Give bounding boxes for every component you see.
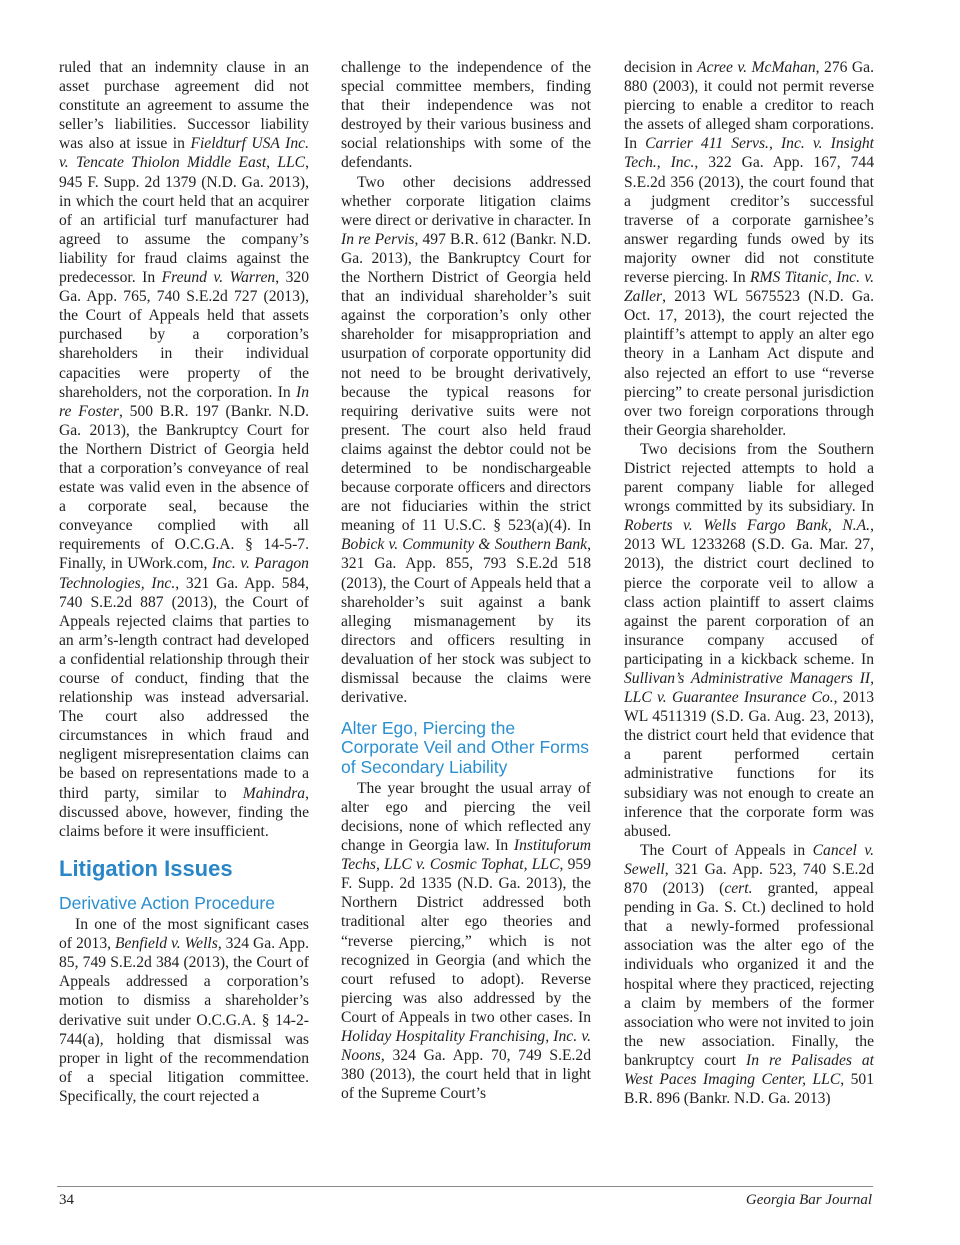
case-citation: Fieldturf USA Inc. v. Tencate Thiolon Middle East, LLC — [59, 135, 309, 172]
text-run: , 2013 WL 5675523 (N.D. Ga. Oct. 17, 2013), the court rejected the plaintiff’s attempt to apply an alter ego theory in a Lanham Act dispute and also rejected an effort to use “reverse piercing” to create personal jurisdiction over two foreign corporations through their Georgia shareholder. — [624, 288, 874, 439]
case-citation: Instituforum Techs, LLC v. Cosmic Tophat, LLC — [341, 837, 591, 874]
text-run: , 945 F. Supp. 2d 1379 (N.D. Ga. 2013), in which the court held that an acquirer of an artificial turf manufacturer had agreed to assume the company’s liability for fraud claims against the predecessor. In — [59, 154, 309, 287]
text-run: , 320 Ga. App. 765, 740 S.E.2d 727 (2013), the Court of Appeals held that assets purchased by a corporation’s shareholders in their individual capacities were property of the shareholders, not the corporation. In — [59, 269, 309, 401]
text-run: , 321 Ga. App. 523, 740 S.E.2d 870 (2013) ( — [624, 860, 874, 898]
case-citation: Bobick v. Community & Southern Bank — [341, 536, 588, 554]
paragraph — [59, 915, 309, 1106]
text-run: , 324 Ga. App. 70, 749 S.E.2d 380 (2013), the court held that in light of the Supreme Court’s — [341, 1047, 591, 1103]
case-citation: Freund v. Warren — [161, 269, 276, 287]
paragraph — [59, 58, 309, 841]
paragraph — [624, 58, 874, 440]
page-number: 34 — [59, 1192, 74, 1208]
text-run: , 500 B.R. 197 (Bankr. N.D. Ga. 2013), the Bankruptcy Court for the Northern District of Georgia held that a corporation’s conveyance of real estate was valid even in the absence of a corporate seal, because the conveyance complied with all requirements of O.C.G.A. § 14-5-7. Finally, in UWork.com, — [59, 402, 309, 573]
footer-divider — [57, 1186, 873, 1187]
case-citation: Cancel v. Sewell — [624, 841, 874, 878]
text-run: decision in — [624, 59, 698, 76]
text-run: , 324 Ga. App. 85, 749 S.E.2d 384 (2013), the Court of Appeals addressed a corporation’s motion to dismiss a shareholder’s derivative suit under O.C.G.A. § 14-2-744(a), holding that dismissal was proper in light of the recommendation of a special litigation committee. Specifically, the court rejected a — [59, 935, 309, 1105]
case-citation: Holiday Hospitality Franchising, Inc. v. Noons — [341, 1028, 591, 1065]
text-run: Two decisions from the Southern District rejected attempts to hold a parent company liable for alleged wrongs committed by its subsidiary. In — [624, 440, 874, 516]
subheading-derivative-action-procedure: Derivative Action Procedure — [59, 892, 275, 913]
case-citation: RMS Titanic, Inc. v. Zaller — [624, 269, 874, 306]
case-citation: Benfield v. Wells — [115, 935, 218, 953]
case-citation: Acree v. McMahan — [697, 59, 816, 76]
text-run: Two other decisions addressed whether corporate litigation claims were direct or derivative in character. In — [341, 173, 591, 229]
case-citation: cert. — [724, 880, 753, 898]
paragraph — [624, 440, 874, 841]
paragraph — [341, 779, 591, 1104]
text-run: In one of the most significant cases of 2013, — [59, 916, 309, 953]
text-run: , 2013 WL 4511319 (S.D. Ga. Aug. 23, 2013), the district court held that evidence that a parent performed certain administrative functions for its subsidiary was not enough to create an inference that the corporate form was abused. — [624, 689, 874, 840]
text-run: , 321 Ga. App. 855, 793 S.E.2d 518 (2013), the Court of Appeals held that a shareholder’s suit against a bank alleging mismanagement by its directors and officers resulting in devaluation of her stock was subject to dismissal because the claims were derivative. — [341, 536, 591, 707]
text-run: , 497 B.R. 612 (Bankr. N.D. Ga. 2013), the Bankruptcy Court for the Northern District of Georgia held that an individual shareholder’s suit against the corporation’s only other shareholder for misappropriation and usurpation of corporate opportunity did not need to be brought derivatively, because the typical reasons for requiring derivative suits were not present. The court also held fraud claims against the debtor could not be determined to be nondischargeable because corporate officers and directors are not fiduciaries within the strict meaning of 11 U.S.C. § 523(a)(4). In — [341, 230, 591, 535]
case-citation: In re Pervis — [341, 230, 415, 248]
case-citation: Mahindra — [242, 784, 306, 802]
subheading-alter-ego: Alter Ego, Piercing the Corporate Veil and Other Forms of Secondary Liability — [341, 718, 590, 777]
case-citation: Inc. v. Paragon Technologies, Inc. — [59, 555, 309, 592]
case-citation: Roberts v. Wells Fargo Bank, N.A. — [624, 517, 871, 535]
paragraph — [341, 173, 591, 708]
column-right — [624, 58, 874, 1108]
case-citation: Carrier 411 Servs., Inc. v. Insight Tech., Inc. — [624, 135, 875, 172]
text-run: The Court of Appeals in — [640, 841, 813, 859]
case-citation: In re Foster — [59, 383, 309, 420]
text-run: , 321 Ga. App. 584, 740 S.E.2d 887 (2013), the Court of Appeals rejected claims that parties to an arm’s-length contract had developed a confidential relationship through their course of conduct, finding that the relationship was instead adversarial. The court also addressed the circumstances in which fraud and negligent misrepresentation claims can be based on representations made to a third party, similar to — [59, 574, 309, 802]
text-run: , discussed above, however, finding the claims before it were insufficient. — [59, 784, 309, 840]
text-run: , 959 F. Supp. 2d 1335 (N.D. Ga. 2013), the Northern District addressed both traditional alter ego theories and “reverse piercing,” which is not recognized in Georgia (and which the court refused to adopt). Reverse piercing was also addressed by the Court of Appeals in two other cases. In — [341, 856, 591, 1026]
text-run: The year brought the usual array of alter ego and piercing the veil decisions, none of which reflected any change in Georgia law. In — [341, 779, 591, 855]
paragraph — [341, 58, 591, 173]
column-middle — [341, 58, 591, 1103]
text-run: granted, appeal pending in Ga. S. Ct.) declined to hold that a newly-formed professional association was the alter ego of the individuals who organized it and the hospital where they practiced, rejecting a claim by members of the former association who were not invited to join the new association. Finally, the bankruptcy court — [624, 880, 874, 1069]
journal-name: Georgia Bar Journal — [745, 1192, 872, 1208]
text-run: challenge to the independence of the special committee members, finding that their independence was not destroyed by their various business and social relationships with some of the defendants. — [341, 59, 591, 172]
section-heading-litigation-issues: Litigation Issues — [59, 855, 233, 881]
case-citation: In re Palisades at West Paces Imaging Center, LLC — [624, 1051, 874, 1088]
case-citation: Sullivan’s Administrative Managers II, LLC v. Guarantee Insurance Co. — [624, 670, 874, 707]
text-run: , 501 B.R. 896 (Bankr. N.D. Ga. 2013) — [624, 1070, 874, 1108]
column-left — [59, 58, 309, 1106]
text-run: , 322 Ga. App. 167, 744 S.E.2d 356 (2013), the court found that a judgment creditor’s successful traverse of a corporate garnishee’s answer regarding funds owed by its majority owner did not constitute reverse piercing. In — [624, 154, 874, 287]
text-run: , 276 Ga. 880 (2003), it could not permit reverse piercing to enable a creditor to reach the assets of alleged sham corporations. In — [624, 59, 874, 153]
text-run: , 2013 WL 1233268 (S.D. Ga. Mar. 27, 2013), the district court declined to pierce the corporate veil to allow a class action plaintiff to assert claims against the parent corporation of an insurance company accused of participating in a kickback scheme. In — [624, 517, 874, 668]
text-run: ruled that an indemnity clause in an asset purchase agreement did not constitute an agreement to assume the seller’s liabilities. Successor liability was also at issue in — [59, 59, 309, 153]
paragraph — [624, 841, 874, 1108]
